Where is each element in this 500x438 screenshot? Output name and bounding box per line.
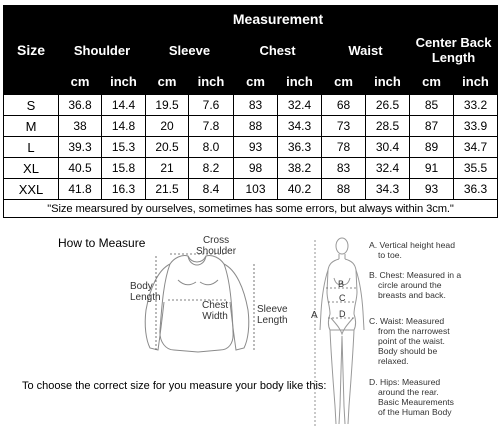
table-cell: 32.4 <box>278 95 322 116</box>
unit-inch: inch <box>278 68 322 95</box>
table-cell: 15.8 <box>102 158 146 179</box>
table-cell: 103 <box>234 179 278 200</box>
table-cell: 98 <box>234 158 278 179</box>
legend-line: Body should be <box>378 346 438 356</box>
marker-b: B <box>338 279 345 289</box>
label-line: Cross <box>202 235 230 246</box>
legend-a <box>369 240 497 260</box>
table-row <box>4 95 498 116</box>
table-cell: 38 <box>59 116 102 137</box>
legend-b <box>369 270 497 300</box>
unit-cm: cm <box>322 68 366 95</box>
table-cell: 38.2 <box>278 158 322 179</box>
legend-line: D. Hips: Measured <box>369 377 441 387</box>
unit-cm: cm <box>59 68 102 95</box>
table-cell: 91 <box>410 158 454 179</box>
cross-shoulder-label <box>196 235 236 257</box>
sleeve-length-label <box>257 304 288 326</box>
table-cell: 15.3 <box>102 137 146 158</box>
table-cell: 8.0 <box>189 137 234 158</box>
unit-cm: cm <box>146 68 189 95</box>
table-cell: 36.8 <box>59 95 102 116</box>
table-cell: 7.6 <box>189 95 234 116</box>
shoulder-header: Shoulder <box>59 33 146 68</box>
marker-c: C <box>339 293 346 303</box>
legend-c <box>369 316 497 366</box>
table-cell: 93 <box>234 137 278 158</box>
table-cell: 83 <box>234 95 278 116</box>
body-figure-illustration <box>312 234 372 434</box>
unit-cm: cm <box>234 68 278 95</box>
table-cell: 93 <box>410 179 454 200</box>
table-row <box>4 116 498 137</box>
unit-inch: inch <box>189 68 234 95</box>
table-cell: 36.3 <box>278 137 322 158</box>
table-cell: 19.5 <box>146 95 189 116</box>
size-header: Size <box>4 6 59 95</box>
label-line: Width <box>202 311 228 322</box>
table-cell: 36.3 <box>454 179 498 200</box>
table-cell: 28.5 <box>366 116 410 137</box>
unit-inch: inch <box>366 68 410 95</box>
chest-header: Chest <box>234 33 322 68</box>
measure-instruction: To choose the correct size for you measure your body like this: <box>22 380 327 392</box>
unit-header-row <box>4 68 498 95</box>
table-cell: 14.4 <box>102 95 146 116</box>
chest-width-label <box>202 300 228 322</box>
legend-line: to toe. <box>378 250 402 260</box>
unit-inch: inch <box>102 68 146 95</box>
legend-line: from the narrowest <box>378 326 450 336</box>
size-chart-table <box>3 5 498 218</box>
label-line: Body <box>130 281 153 292</box>
legend-line: circle around the <box>378 280 442 290</box>
table-cell: 30.4 <box>366 137 410 158</box>
legend-line: B. Chest: Measured in a <box>369 270 462 280</box>
legend-line: A. Vertical height head <box>369 240 455 250</box>
column-header-row <box>4 33 498 68</box>
waist-header: Waist <box>322 33 410 68</box>
legend-line: of the Human Body <box>378 407 452 417</box>
marker-a: A <box>311 310 318 321</box>
table-cell: 35.5 <box>454 158 498 179</box>
table-cell: 34.7 <box>454 137 498 158</box>
legend-line: around the rear. <box>378 387 439 397</box>
label-line: Length <box>257 315 288 326</box>
table-cell: 68 <box>322 95 366 116</box>
legend-d <box>369 377 497 417</box>
table-title-row <box>4 6 498 33</box>
label-line: Length <box>130 292 161 303</box>
table-cell: 21 <box>146 158 189 179</box>
label-line: Sleeve <box>257 304 288 315</box>
table-cell: 20.5 <box>146 137 189 158</box>
size-label: XXL <box>4 179 59 200</box>
table-cell: 20 <box>146 116 189 137</box>
sleeve-header: Sleeve <box>146 33 234 68</box>
measurement-note: "Size mearsured by ourselves, sometimes has some errors, but always within 3cm." <box>4 200 498 218</box>
table-cell: 40.2 <box>278 179 322 200</box>
table-cell: 16.3 <box>102 179 146 200</box>
legend-line: C. Waist: Measured <box>369 316 445 326</box>
table-row <box>4 179 498 200</box>
table-cell: 88 <box>234 116 278 137</box>
table-cell: 33.2 <box>454 95 498 116</box>
body-length-label <box>130 281 161 303</box>
table-cell: 14.8 <box>102 116 146 137</box>
table-cell: 34.3 <box>278 116 322 137</box>
table-row <box>4 137 498 158</box>
table-cell: 87 <box>410 116 454 137</box>
table-note-row <box>4 200 498 218</box>
size-label: L <box>4 137 59 158</box>
size-label: XL <box>4 158 59 179</box>
unit-inch: inch <box>454 68 498 95</box>
legend-line: Basic Meaurements <box>378 397 454 407</box>
table-cell: 83 <box>322 158 366 179</box>
table-cell: 41.8 <box>59 179 102 200</box>
center-back-length-header: Center Back Length <box>410 33 498 68</box>
unit-cm: cm <box>410 68 454 95</box>
how-to-measure-title: How to Measure <box>58 236 146 250</box>
legend-line: relaxed. <box>378 356 409 366</box>
table-cell: 39.3 <box>59 137 102 158</box>
label-line: Chest <box>202 300 229 311</box>
table-row <box>4 158 498 179</box>
table-cell: 78 <box>322 137 366 158</box>
table-cell: 21.5 <box>146 179 189 200</box>
measurement-title: Measurement <box>59 6 498 33</box>
label-line: Shoulder <box>196 246 237 257</box>
table-cell: 8.4 <box>189 179 234 200</box>
table-cell: 7.8 <box>189 116 234 137</box>
table-cell: 88 <box>322 179 366 200</box>
table-cell: 26.5 <box>366 95 410 116</box>
table-cell: 32.4 <box>366 158 410 179</box>
table-cell: 89 <box>410 137 454 158</box>
legend-line: breasts and back. <box>378 290 446 300</box>
table-cell: 33.9 <box>454 116 498 137</box>
table-cell: 8.2 <box>189 158 234 179</box>
legend-line: point of the waist. <box>378 336 445 346</box>
table-cell: 73 <box>322 116 366 137</box>
size-label: M <box>4 116 59 137</box>
size-label: S <box>4 95 59 116</box>
marker-d: D <box>339 309 346 319</box>
table-cell: 85 <box>410 95 454 116</box>
table-cell: 40.5 <box>59 158 102 179</box>
table-cell: 34.3 <box>366 179 410 200</box>
